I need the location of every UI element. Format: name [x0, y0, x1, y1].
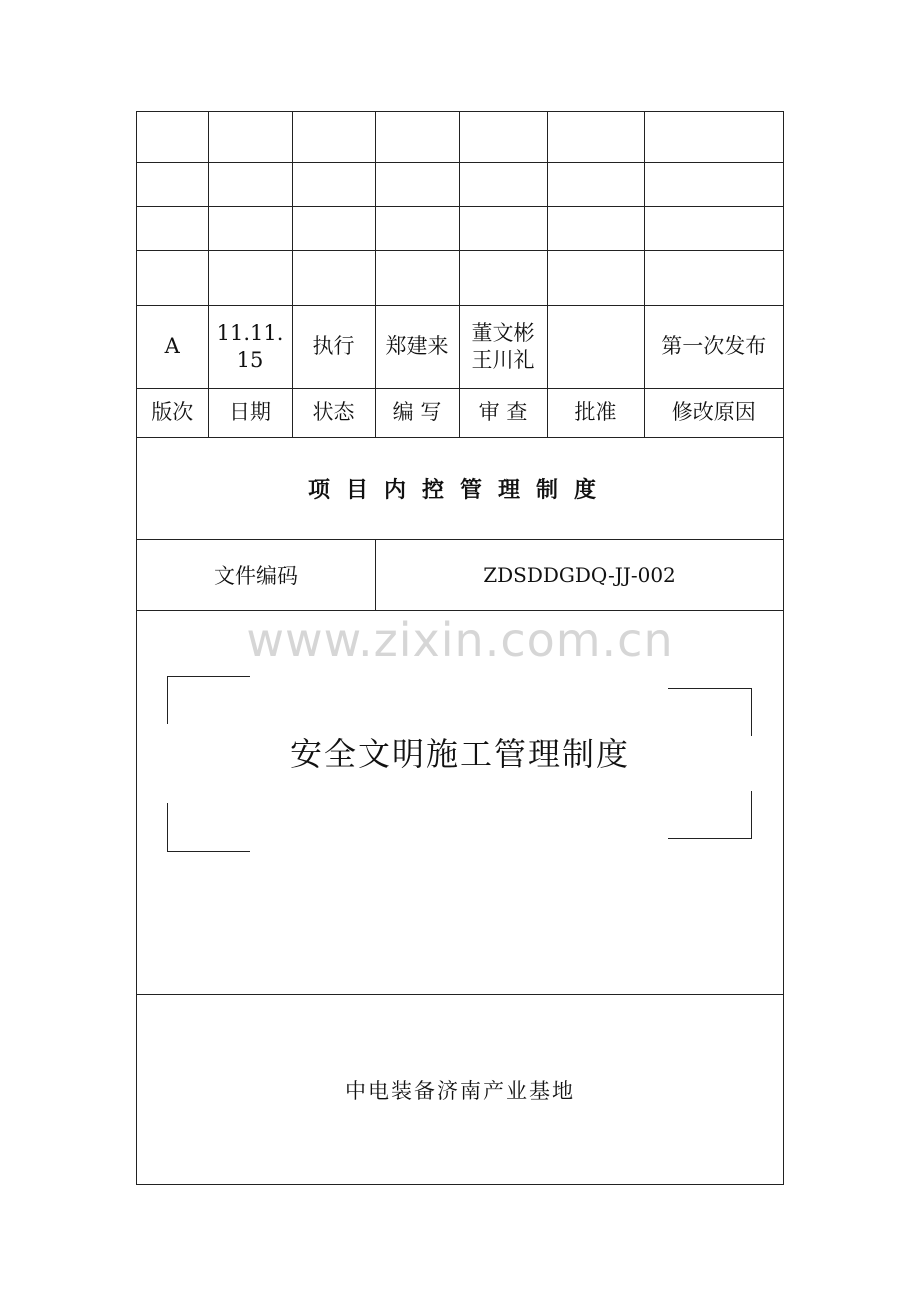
organization-name: 中电装备济南产业基地: [345, 1078, 575, 1103]
reviewer-line-1: 董文彬: [471, 321, 535, 346]
header-approver: 批准: [547, 388, 644, 437]
date-line-1: 11.11.: [216, 321, 284, 346]
version-cell: A: [137, 305, 208, 388]
watermark: www.zixin.com.cn: [246, 613, 674, 667]
table-row: [137, 162, 783, 206]
reason-cell: 第一次发布: [644, 305, 783, 388]
file-code-row: [137, 540, 783, 611]
reviewer-line-2: 王川礼: [471, 347, 535, 372]
file-code-label: 文件编码: [137, 540, 376, 610]
header-reviewer: 审 查: [459, 388, 547, 437]
author-cell: 郑建来: [375, 305, 459, 388]
revision-table: [137, 112, 783, 438]
header-version: 版次: [137, 388, 208, 437]
date-cell: [208, 305, 292, 388]
date-line-2: 15: [236, 347, 264, 372]
reviewer-cell: [459, 305, 547, 388]
corner-bracket-top-left: [167, 676, 250, 724]
title-area: [137, 611, 783, 995]
header-row: [137, 388, 783, 437]
file-code-value: ZDSDDGDQ-JJ-002: [483, 563, 676, 587]
header-date: 日期: [208, 388, 292, 437]
status-cell: 执行: [292, 305, 375, 388]
header-reason: 修改原因: [644, 388, 783, 437]
section-title: 项目内控管理制度: [137, 438, 783, 540]
revision-entry-row: [137, 305, 783, 388]
table-row: [137, 112, 783, 162]
table-row: [137, 250, 783, 305]
header-status: 状态: [292, 388, 375, 437]
document-title: 安全文明施工管理制度: [289, 735, 630, 773]
corner-bracket-bottom-left: [167, 803, 250, 852]
header-author: 编 写: [375, 388, 459, 437]
corner-bracket-bottom-right: [668, 791, 752, 839]
approver-cell: [547, 305, 644, 388]
table-row: [137, 206, 783, 250]
document-frame: [136, 111, 784, 1185]
